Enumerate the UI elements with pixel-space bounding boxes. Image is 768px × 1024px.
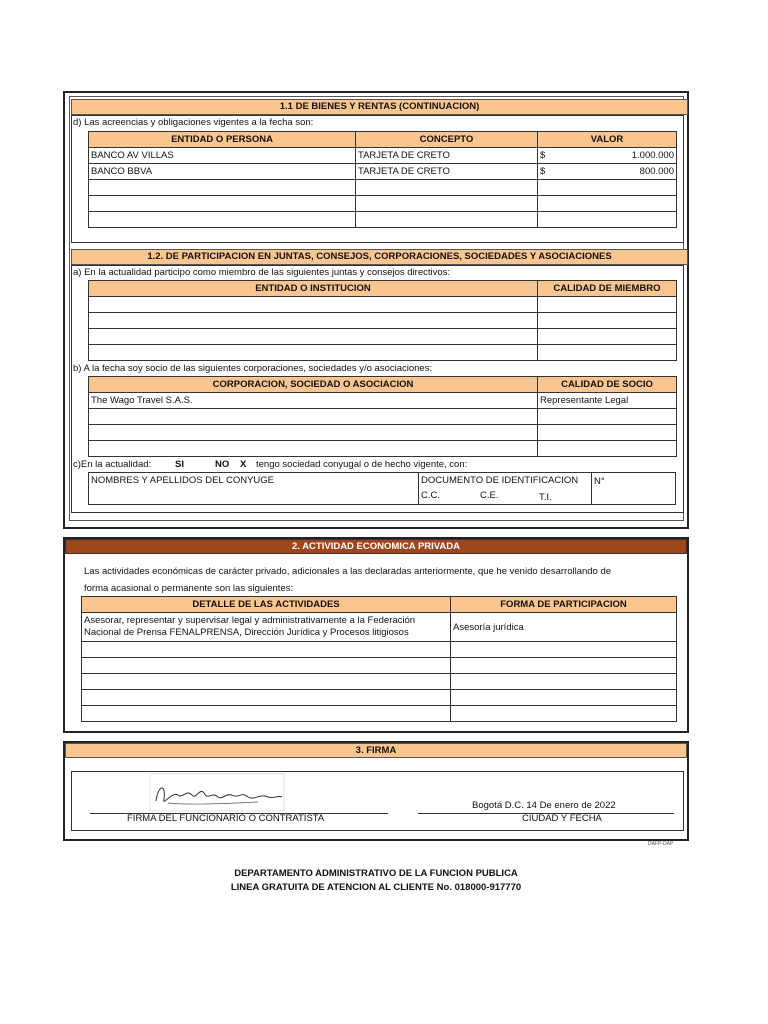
table-row (82, 642, 677, 658)
signature-stroke (156, 788, 282, 801)
table-row (89, 409, 677, 425)
empty-cell (538, 425, 677, 441)
no-checkmark: X (240, 459, 247, 470)
empty-cell (89, 409, 538, 425)
empty-cell (356, 196, 538, 212)
table-row (89, 196, 677, 212)
empty-cell (82, 642, 451, 658)
detalle-line-2: Nacional de Prensa FENALPRENSA, Dirección Jurídica y Procesos litigiosos (84, 627, 409, 638)
header-entidad-persona: ENTIDAD O PERSONA (89, 132, 356, 148)
empty-cell (538, 441, 677, 457)
signature-stroke-2 (168, 802, 258, 804)
entidad-cell: BANCO BBVA (89, 164, 356, 180)
table-row (89, 180, 677, 196)
empty-cell (82, 706, 451, 722)
currency-symbol: $ (540, 150, 546, 161)
currency-symbol: $ (540, 166, 546, 177)
entidad-cell: BANCO AV VILLAS (89, 148, 356, 164)
table-row (89, 441, 677, 457)
empty-cell (451, 690, 677, 706)
ti-label: T.I. (539, 492, 552, 503)
section-1-1-intro: d) Las acreencias y obligaciones vigentes a la fecha son: (73, 117, 314, 128)
detalle-cell (82, 613, 451, 642)
acreencias-table (88, 131, 677, 228)
table-row (89, 164, 677, 180)
table-row (89, 425, 677, 441)
table-row (89, 148, 677, 164)
empty-cell (89, 196, 356, 212)
si-option: SI (175, 459, 184, 470)
empty-cell (89, 212, 356, 228)
section-2-title: 2. ACTIVIDAD ECONOMICA PRIVADA (65, 539, 687, 554)
valor-amount: 800.000 (639, 166, 674, 177)
signature-image (148, 773, 288, 813)
doc-label: DOCUMENTO DE IDENTIFICACION (421, 475, 579, 486)
empty-cell (356, 180, 538, 196)
concepto-cell: TARJETA DE CRETO (356, 148, 538, 164)
table-row (89, 345, 677, 361)
empty-cell (538, 409, 677, 425)
empty-cell (89, 297, 538, 313)
signature-frame (150, 774, 284, 811)
no-option: NO (215, 459, 230, 470)
ciudad-fecha-label: CIUDAD Y FECHA (522, 813, 602, 824)
section-2-intro-1: Las actividades económicas de carácter privado, adicionales a las declaradas anteriormente, que he venido desarrollando de (84, 566, 612, 577)
header-entidad-institucion: ENTIDAD O INSTITUCION (89, 281, 538, 297)
ciudad-fecha-value: Bogotá D.C. 14 De enero de 2022 (472, 800, 616, 811)
empty-cell (89, 313, 538, 329)
empty-cell (451, 706, 677, 722)
header-corporacion: CORPORACION, SOCIEDAD O ASOCIACION (89, 377, 538, 393)
empty-cell (89, 329, 538, 345)
empty-cell (538, 329, 677, 345)
empty-cell (89, 180, 356, 196)
valor-cell (538, 164, 677, 180)
section-1-1-title: 1.1 DE BIENES Y RENTAS (CONTINUACION) (71, 99, 688, 115)
section-1-2-b-intro: b) A la fecha soy socio de las siguientes corporaciones, sociedades y/o asociaciones: (73, 363, 433, 374)
conyuge-divider-1 (418, 472, 419, 505)
empty-cell (451, 642, 677, 658)
section-1-2-c-intro: c)En la actualidad: (73, 459, 152, 470)
valor-amount: 1.000.000 (631, 150, 674, 161)
valor-cell (538, 148, 677, 164)
empty-cell (451, 674, 677, 690)
section-2-intro-2: forma acasional o permanente son las siguientes: (84, 583, 294, 594)
empty-cell (82, 658, 451, 674)
detalle-line-1: Asesorar, representar y supervisar legal y administrativamente a la Federación (84, 615, 416, 626)
header-calidad-socio: CALIDAD DE SOCIO (538, 377, 677, 393)
header-concepto: CONCEPTO (356, 132, 538, 148)
actividades-table (81, 596, 677, 722)
section-1-2-a-intro: a) En la actualidad participo como miembro de las siguientes juntas y consejos directivos: (73, 267, 451, 278)
empty-cell (538, 180, 677, 196)
empty-cell (82, 690, 451, 706)
empty-cell (82, 674, 451, 690)
table-row (89, 329, 677, 345)
empty-cell (89, 345, 538, 361)
corporacion-cell: The Wago Travel S.A.S. (89, 393, 538, 409)
footer-line-2: LINEA GRATUITA DE ATENCION AL CLIENTE No. 018000-917770 (230, 882, 522, 893)
section-3-title: 3. FIRMA (65, 743, 687, 758)
table-row (82, 674, 677, 690)
sociedades-table (88, 376, 677, 457)
table-row (82, 613, 677, 642)
section-1-2-title: 1.2. DE PARTICIPACION EN JUNTAS, CONSEJOS, CORPORACIONES, SOCIEDADES Y ASOCIACIONES (71, 249, 688, 265)
cc-label: C.C. (421, 490, 440, 501)
forma-cell: Asesoría jurídica (451, 613, 677, 642)
table-row (82, 658, 677, 674)
form-code: DAFP-DAP (648, 841, 674, 847)
firma-label: FIRMA DEL FUNCIONARIO O CONTRATISTA (127, 813, 325, 824)
table-row (89, 297, 677, 313)
table-row (82, 690, 677, 706)
empty-cell (89, 425, 538, 441)
empty-cell (538, 212, 677, 228)
header-detalle: DETALLE DE LAS ACTIVIDADES (82, 597, 451, 613)
empty-cell (89, 441, 538, 457)
conyuge-divider-2 (591, 472, 592, 505)
empty-cell (451, 658, 677, 674)
empty-cell (538, 345, 677, 361)
section-1-2-c-text: tengo sociedad conyugal o de hecho vigente, con: (256, 459, 468, 470)
juntas-table (88, 280, 677, 361)
concepto-cell: TARJETA DE CRETO (356, 164, 538, 180)
table-row (82, 706, 677, 722)
calidad-socio-cell: Representante Legal (538, 393, 677, 409)
header-calidad-miembro: CALIDAD DE MIEMBRO (538, 281, 677, 297)
header-forma: FORMA DE PARTICIPACION (451, 597, 677, 613)
empty-cell (538, 313, 677, 329)
empty-cell (356, 212, 538, 228)
footer-line-1: DEPARTAMENTO ADMINISTRATIVO DE LA FUNCION PUBLICA (234, 868, 518, 879)
table-row (89, 393, 677, 409)
ce-label: C.E. (480, 490, 499, 501)
table-row (89, 313, 677, 329)
empty-cell (538, 196, 677, 212)
numero-label: N° (594, 476, 605, 487)
header-valor: VALOR (538, 132, 677, 148)
table-row (89, 212, 677, 228)
conyuge-label: NOMBRES Y APELLIDOS DEL CONYUGE (91, 475, 275, 486)
empty-cell (538, 297, 677, 313)
